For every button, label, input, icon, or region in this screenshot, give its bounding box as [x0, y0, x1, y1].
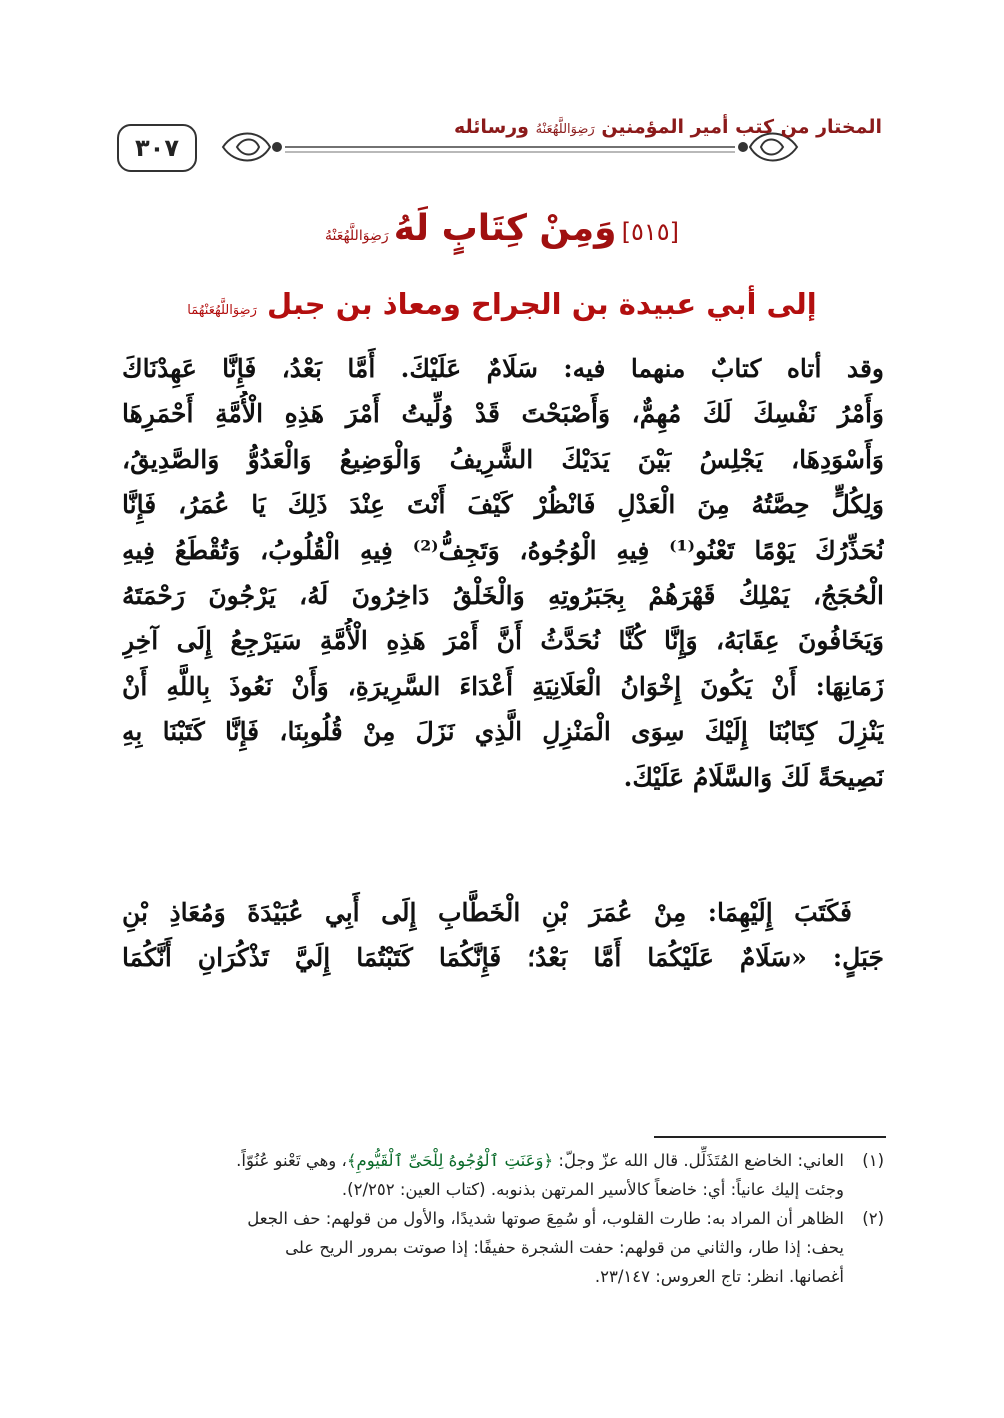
text-line: فَكَتَبَ إِلَيْهِمَا: مِنْ عُمَرَ بْنِ الْخَطَّابِ إِلَى أَبِي عُبَيْدَةَ وَمُعَاذِ بْنِ — [122, 898, 852, 927]
text-line: وَأَمْرُ نَفْسِكَ لَكَ مُهِمٌّ، وَأَصْبَحْتَ قَدْ وُلِّيتُ أَمْرَ هَذِهِ الْأُمَّةِ أَحْمَرِهَا — [122, 399, 884, 429]
text-line: وَيَخَافُونَ عِقَابَهُ، وَإِنَّا كُنَّا نُحَدَّثُ أَنَّ أَمْرَ هَذِهِ الْأُمَّةِ سَيَرْجِعُ إِلَى آخِرِ — [122, 626, 884, 656]
footnote-text: الظاهر أن المراد به: طارت القلوب، أو سُمِعَ صوتها شديدًا، والأول من قولهم: حف الجعل — [247, 1209, 844, 1228]
paragraph-letter — [122, 346, 884, 800]
text-line: وَلِكُلٍّ حِصَّتُهُ مِنَ الْعَدْلِ فَانْظُرْ كَيْفَ أَنْتَ عِنْدَ ذَلِكَ يَا عُمَرُ، فَإِنَّا — [122, 490, 884, 520]
running-title-honorific: رَضِوَاللَّهُعَنْهُ — [535, 122, 595, 137]
footnote-line: يحف: إذا طار، والثاني من قولهم: حفت الشجرة حفيفًا: إذا صوتت بمرور الريح على — [285, 1238, 844, 1257]
footnotes — [122, 1146, 884, 1291]
text-line: يَنْزِلَ كِتَابُنَا إِلَيْكَ سِوَى الْمَنْزِلِ الَّذِي نَزَلَ مِنْ قُلُوبِنَا، فَإِنَّا كَتَبْنَا بِهِ — [122, 717, 884, 747]
section-heading — [120, 208, 884, 249]
running-title — [362, 116, 882, 138]
page-number: ٣٠٧ — [117, 124, 197, 172]
running-title-suffix: ورسائله — [454, 116, 529, 138]
footnote-separator — [654, 1136, 886, 1138]
sub-heading-honorific: رَضِوَاللَّهُعَنْهُمَا — [187, 303, 257, 318]
text-line: نُحَذِّرُكَ يَوْمًا تَعْنُو⁽¹⁾ فِيهِ الْوُجُوهُ، وَتَجِفُّ⁽²⁾ فِيهِ الْقُلُوبُ، وَتُقْطَعُ فِيهِ — [122, 535, 884, 565]
sub-heading — [120, 287, 884, 321]
footnote-text: ، وهي تَعْنو عُنُوّاً. — [236, 1151, 347, 1170]
paragraph-reply — [122, 890, 884, 981]
text-line: جَبَلٍ: «سَلَامٌ عَلَيْكُمَا أَمَّا بَعْدُ؛ فَإِنَّكُمَا كَتَبْتُمَا إِلَيَّ تَذْكُرَانِ أَنَّكُمَا — [122, 943, 884, 973]
running-title-main: المختار من كتب أمير المؤمنين — [601, 116, 882, 138]
footnote-number: (١) — [862, 1151, 884, 1170]
text-line: وَأَسْوَدِهَا، يَجْلِسُ بَيْنَ يَدَيْكَ الشَّرِيفُ وَالْوَضِيعُ وَالْعَدُوُّ وَالصَّدِيقُ، — [122, 444, 884, 474]
footnote-2 — [122, 1204, 884, 1291]
section-title: وَمِنْ كِتَابٍ لَهُ — [393, 208, 617, 249]
sub-heading-text: إلى أبي عبيدة بن الجراح ومعاذ بن جبل — [266, 287, 817, 321]
text-line: زَمَانِهَا: أَنْ يَكُونَ إِخْوَانُ الْعَلَانِيَةِ أَعْدَاءَ السَّرِيرَةِ، وَأَنْ نَعُوذَ بِاللَّهِ أَنْ — [122, 671, 884, 701]
text-line: وقد أتاه كتابٌ منهما فيه: سَلَامٌ عَلَيْكَ. أَمَّا بَعْدُ، فَإِنَّا عَهِدْنَاكَ — [122, 354, 884, 383]
footnote-text: العاني: الخاضع المُتَذَلِّل. قال الله عزّ وجلّ: — [553, 1151, 844, 1170]
footnote-number: (٢) — [862, 1209, 884, 1228]
text-line: الْحُجَجُ، يَمْلِكُ قَهْرَهُمْ بِجَبَرُوتِهِ وَالْخَلْقُ دَاخِرُونَ لَهُ، يَرْجُونَ رَحْمَتَهُ — [122, 580, 884, 610]
text-line: نَصِيحَةً لَكَ وَالسَّلَامُ عَلَيْكَ. — [623, 762, 884, 792]
footnote-line — [122, 1146, 884, 1175]
quran-verse: ﴿وَعَنَتِ ٱلْوُجُوهُ لِلْحَىِّ ٱلْقَيُّومِ﴾ — [346, 1151, 554, 1170]
section-number: [٥١٥] — [621, 218, 680, 246]
footnote-line — [122, 1204, 884, 1233]
footnote-line: وجئت إليك عانياً: أي: خاضعاً كالأسير المرتهن بذنوبه. (كتاب العين: ٢/٢٥٢). — [341, 1180, 844, 1199]
footnote-line: أغصانها. انظر: تاج العروس: ٢٣/١٤٧. — [594, 1267, 844, 1286]
section-honorific: رَضِوَاللَّهُعَنْهُ — [324, 228, 389, 244]
footnote-1 — [122, 1146, 884, 1204]
